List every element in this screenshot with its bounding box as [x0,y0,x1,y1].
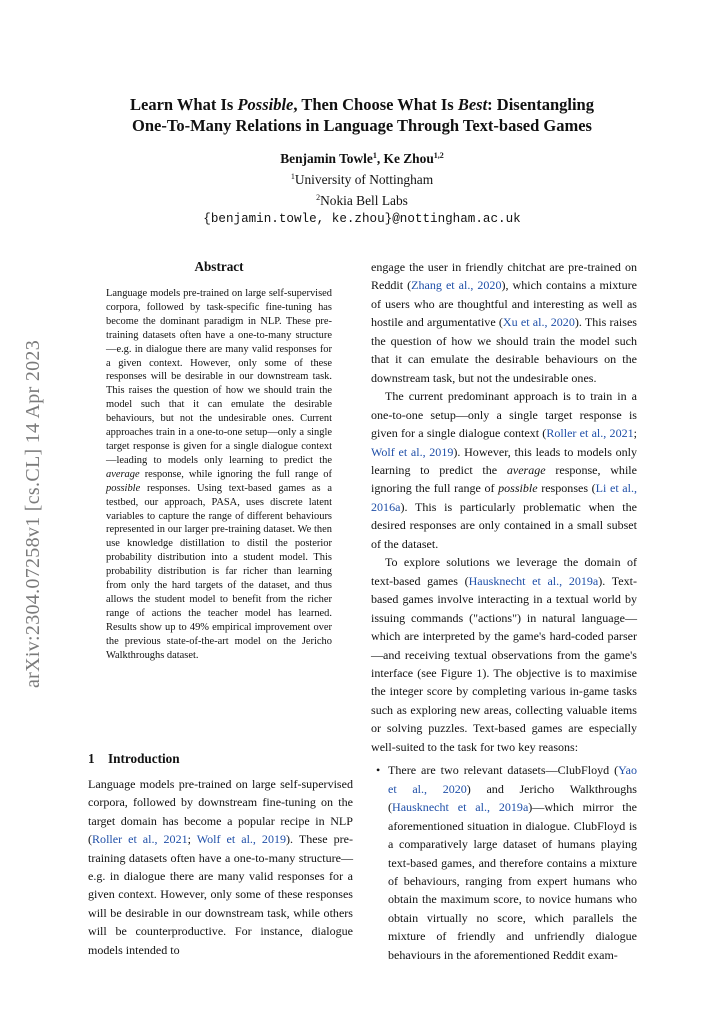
author-block [90,147,634,228]
citation-link[interactable]: Roller et al., 2021 [92,832,188,847]
citation-link[interactable]: Li et al., 2016a [371,481,637,514]
title-emphasis-best: Best [457,95,488,114]
author-affiliation-mark: 1 [372,151,377,160]
body-paragraph [371,258,637,387]
citation-link[interactable]: Yao et al., 2020 [388,763,637,796]
affiliation-2 [90,189,634,210]
author-name: Ke Zhou [383,151,434,166]
intro-paragraph [88,775,353,959]
body-text: responses ( [537,481,596,496]
body-text: There are two relevant datasets—ClubFloyd ( [388,763,619,778]
citation-link[interactable]: Xu et al., 2020 [502,315,575,330]
bullet-marker: • [376,763,381,778]
emphasis-text: possible [498,481,538,496]
author-affiliation-mark: 1,2 [433,151,444,160]
title-line-2: One-To-Many Relations in Language Through Text-based Games [132,116,592,135]
body-text: To explore solutions we leverage the domain of text-based games ( [371,555,637,588]
arxiv-identifier-stamp: arXiv:2304.07258v1 [cs.CL] 14 Apr 2023 [22,339,44,688]
bullet-item [371,761,637,964]
abstract-emphasis: possible [106,482,141,494]
body-text: response, while ignoring the full range of [371,462,637,496]
body-text: ). This raises the question of how we should train the model such that it can emulate the desirable behaviours on the downstream task, but not the undesirable ones. [371,315,637,385]
body-text: )—which mirror the aforementioned situation in dialogue. ClubFloyd is a comparatively large dataset of humans playing text-based games, and therefore contains a mixture of behaviours, ranging from expert humans who obtain the maximum score, to novice humans who obtain virtually no score, which parallels the mixture of friendly and unfriendly dialogue behaviours in the aforementioned Reddit exam- [388,800,637,962]
citation-link[interactable]: Hausknecht et al., 2019a [392,800,529,815]
title-text: Learn What Is [130,95,238,114]
body-text: engage the user in friendly chitchat are pre-trained on Reddit ( [371,260,637,293]
body-text: ; [633,426,637,441]
body-paragraph [371,387,637,553]
section-heading-introduction [88,751,180,767]
affiliation-mark: 2 [316,193,321,202]
abstract-text: Language models pre-trained on large self-supervised corpora, followed by task-specific fine-tuning has become the dominant paradigm in NLP. These pre-training datasets often have a one-to-many structure—e.g. in dialogue there are many valid responses for a given context. However, only some of these responses will be desirable in our downstream task. This raises the question of how we should train the model such that it can emulate the desirable behaviours, but not the undesirable ones. Current approaches train in a one-to-one setup—only a single target response is given for a single dialogue context—leading to models only learning to predict the [106,288,332,466]
author-separator: , [376,151,384,166]
citation-link[interactable]: Hausknecht et al., 2019a [468,573,599,588]
citation-link[interactable]: Roller et al., 2021 [546,426,634,441]
abstract-text: responses. Using text-based games as a testbed, our approach, PASA, uses discrete latent variables to capture the range of different behaviours represented in our larger pre-training dataset. We then use knowledge distillation to distil the posterior probability distribution into a student model. This probability distribution is far richer than learning from only the hard targets of the dataset, and thus allows the student model to benefit from the richer range of actions the teacher model has learned. Results show up to 49% empirical improvement over the previous state-of-the-art model on the Jericho Walkthroughs dataset. [106,482,332,661]
body-text: ), which contains a mixture of users who are thoughtful and interesting as well as hostile and argumentative ( [371,278,637,330]
right-column [371,258,637,964]
author-email[interactable]: {benjamin.towle, ke.zhou}@nottingham.ac.uk [203,212,521,226]
affiliation-name: Nokia Bell Labs [320,193,408,208]
author-name: Benjamin Towle [280,151,373,166]
affiliation-mark: 1 [290,172,295,181]
abstract-body [106,287,332,662]
body-text: Language models pre-trained on large self-supervised corpora, followed by downstream fine-tuning on the target domain has become a popular recipe in NLP ( [88,777,353,847]
citation-link[interactable]: Wolf et al., 2019 [371,444,454,459]
title-emphasis-possible: Possible [237,95,294,114]
citation-link[interactable]: Zhang et al., 2020 [411,278,502,293]
title-text: , Then Choose What Is [293,95,458,114]
body-text: ). These pre-training datasets often have a one-to-many structure—e.g. in dialogue there are many valid responses for a given context. However, only some of these responses will be desirable in our downstream task, while others will be counterproductive. For instance, dialogue models intended to [88,832,353,957]
abstract-text: response, while ignoring the full range of [139,468,332,480]
body-text: ). This is particularly problematic when the desired responses are only contained in a small subset of the dataset. [371,499,637,551]
author-names [90,147,634,168]
abstract-heading: Abstract [194,259,244,274]
citation-link[interactable]: Wolf et al., 2019 [196,832,287,847]
section-number: 1 [88,751,95,766]
body-text: ; [187,832,197,847]
title-text: : Disentangling [487,95,594,114]
body-text: ). Text-based games involve interacting in a textual world by issuing commands ("actions") in natural language—which are interpreted by the game's hard-coded parser—and receiving textual observations from the game's interface (see Figure 1). The objective is to maximise the integer score by completing various in-game tasks such as exploring new areas, collecting valuable items or solving puzzles. Text-based games are especially well-suited to the task for two key reasons: [371,573,637,754]
body-text: ). However, this leads to models only learning to predict the [371,444,637,477]
paper-title [90,94,634,136]
body-paragraph [371,553,637,756]
body-text: The current predominant approach is to train in a one-to-one setup—only a single target response is given for a single dialogue context ( [371,389,637,441]
emphasis-text: average [506,462,546,477]
affiliation-name: University of Nottingham [294,172,434,187]
section-title: Introduction [108,751,180,766]
affiliation-1 [90,168,634,189]
abstract-emphasis: average [106,468,140,480]
intro-left-column [88,775,353,959]
body-text: ) and Jericho Walkthroughs ( [388,781,637,815]
